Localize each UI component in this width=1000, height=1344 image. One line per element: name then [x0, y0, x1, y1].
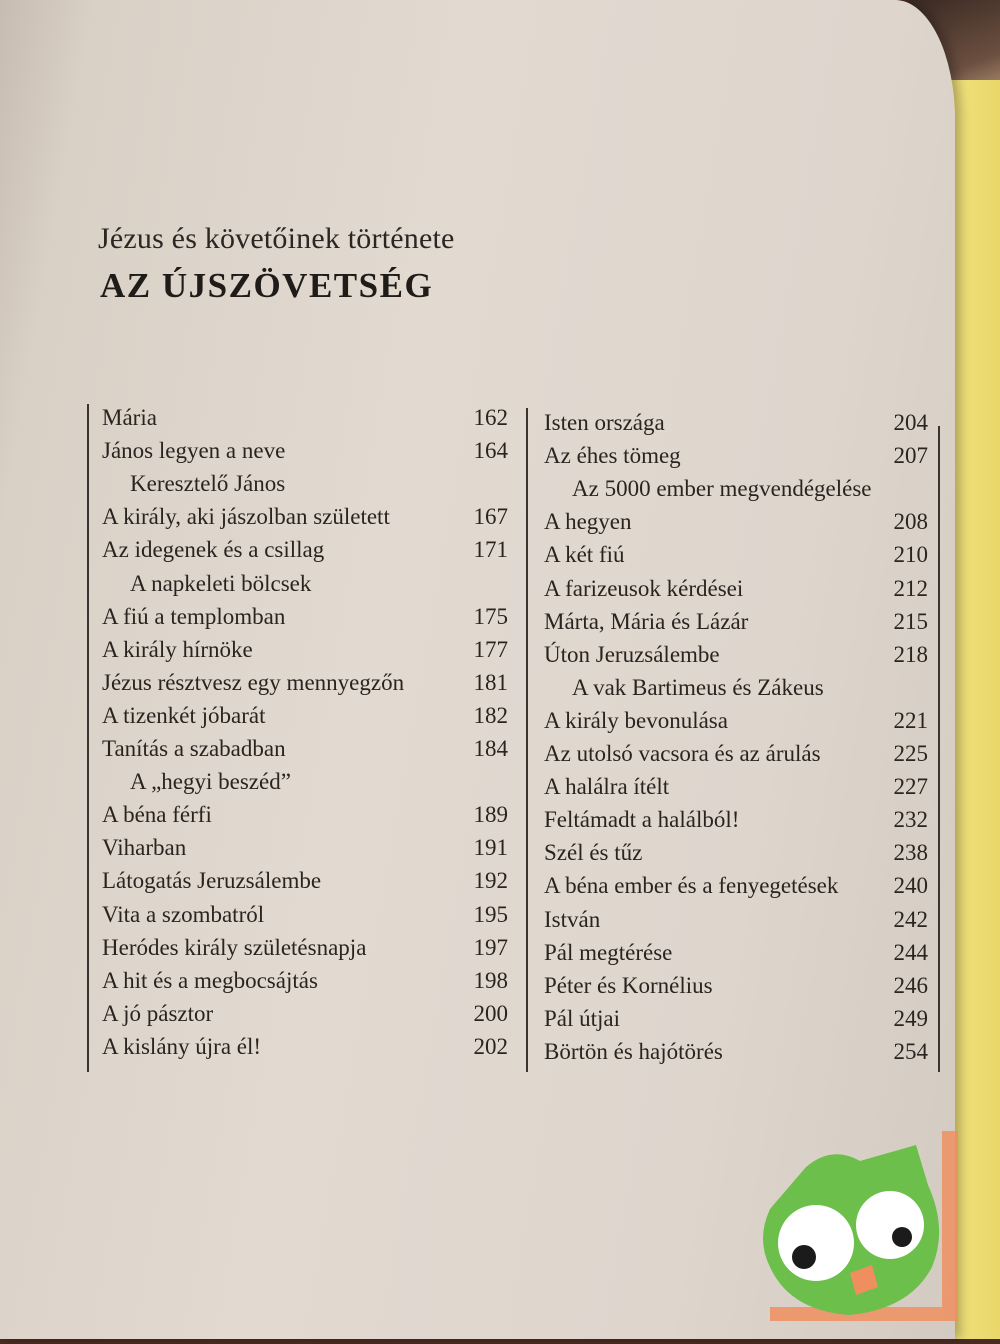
toc-entry-page-number: 162: [473, 405, 508, 430]
toc-entry-page-number: 212: [893, 575, 928, 601]
toc-entry-title: Az idegenek és a csillag: [102, 537, 325, 563]
toc-entry-title: Az éhes tömeg: [544, 443, 681, 469]
toc-entry-title: A „hegyi beszéd”: [130, 769, 291, 795]
toc-entry-title: A hegyen: [544, 509, 632, 535]
toc-entry-page-number: 225: [893, 741, 928, 766]
toc-entry-page-number: 254: [893, 1038, 928, 1064]
toc-entry-title: Jézus résztvesz egy mennyegzőn: [102, 669, 405, 695]
toc-entry-title: Péter és Kornélius: [544, 972, 713, 998]
toc-entry-title: István: [544, 906, 601, 932]
toc-entry-title: A vak Bartimeus és Zákeus: [572, 674, 824, 700]
toc-entry-page-number: 182: [473, 702, 508, 728]
toc-entry-title: Viharban: [102, 835, 187, 861]
toc-entry-page-number: 164: [473, 438, 508, 464]
toc-entry-title: Pál megtérése: [544, 939, 673, 965]
toc-entry-title: A fiú a templomban: [102, 603, 286, 629]
toc-entry-title: A király bevonulása: [544, 707, 728, 733]
toc-entry-title: A jó pásztor: [102, 1000, 214, 1026]
toc-entry-title: Úton Jeruzsálembe: [544, 641, 720, 667]
toc-entry-title: Isten országa: [544, 410, 665, 435]
toc-entry-page-number: 181: [473, 669, 508, 695]
toc-entry-page-number: 242: [893, 906, 928, 932]
left-column-rule: [87, 404, 89, 1072]
toc-entry-page-number: 215: [893, 608, 928, 634]
toc-entry-title: Az utolsó vacsora és az árulás: [544, 741, 821, 766]
page-subtitle: Jézus és követőinek története: [98, 222, 455, 255]
toc-entry-page-number: 202: [473, 1033, 508, 1059]
toc-entry-title: A napkeleti bölcsek: [130, 570, 312, 596]
toc-entry-title: A kislány újra él!: [102, 1033, 262, 1059]
toc-entry-title: Látogatás Jeruzsálembe: [102, 868, 322, 894]
toc-entry-title: A két fiú: [544, 542, 625, 568]
toc-entry-page-number: 221: [893, 707, 928, 733]
toc-entry-title: A halálra ítélt: [544, 774, 670, 800]
owl-logo-icon: [710, 1059, 970, 1339]
toc-entry-page-number: 207: [893, 443, 928, 469]
toc-entry-page-number: 200: [473, 1000, 508, 1026]
toc-entry-page-number: 189: [473, 802, 508, 828]
middle-column-rule: [526, 408, 528, 1072]
toc-entry-title: Szél és tűz: [544, 840, 643, 866]
toc-entry-page-number: 238: [893, 840, 928, 866]
toc-entry-title: A király hírnöke: [102, 636, 253, 662]
toc-entry-page-number: 195: [473, 901, 508, 927]
toc-entry-title: Keresztelő János: [130, 471, 286, 497]
toc-entry-title: A farizeusok kérdései: [544, 575, 744, 601]
toc-entry-page-number: 191: [473, 835, 508, 861]
toc-entry-page-number: 246: [893, 972, 928, 998]
toc-entry-page-number: 177: [473, 636, 508, 662]
toc-entry-title: Feltámadt a halálból!: [544, 807, 740, 833]
toc-entry-page-number: 232: [893, 807, 928, 833]
toc-entry-title: A király, aki jászolban született: [102, 504, 390, 530]
toc-entry-page-number: 244: [893, 939, 928, 965]
toc-entry-title: A béna férfi: [102, 802, 212, 828]
toc-entry-page-number: 204: [893, 410, 928, 435]
toc-entry-page-number: 218: [893, 641, 928, 667]
toc-entry-page-number: 240: [893, 873, 928, 899]
toc-entry-page-number: 197: [473, 934, 508, 960]
toc-entry-title: Vita a szombatról: [102, 901, 265, 927]
toc-entry-page-number: 210: [893, 542, 928, 568]
toc-entry-title: Márta, Mária és Lázár: [544, 608, 749, 634]
toc-entry-page-number: 192: [473, 868, 508, 894]
toc-entry-title: A hit és a megbocsájtás: [102, 967, 318, 993]
toc-entry-page-number: 167: [473, 504, 508, 530]
toc-entry-title: Börtön és hajótörés: [544, 1038, 723, 1064]
toc-entry-page-number: 198: [473, 967, 508, 993]
page-title: AZ ÚJSZÖVETSÉG: [100, 266, 434, 305]
toc-entry-page-number: 208: [893, 509, 928, 535]
toc-entry-page-number: 249: [893, 1005, 928, 1031]
toc-entry-page-number: 184: [473, 736, 508, 761]
toc-entry-page-number: 171: [473, 537, 508, 563]
toc-entry-title: A béna ember és a fenyegetések: [544, 873, 839, 899]
toc-entry-title: A tizenkét jóbarát: [102, 702, 266, 728]
toc-entry-title: János legyen a neve: [102, 438, 286, 464]
toc-entry-title: Mária: [102, 405, 157, 430]
right-column-rule: [938, 426, 940, 1072]
toc-entry-title: Pál útjai: [544, 1005, 621, 1031]
toc-entry-page-number: 227: [893, 774, 928, 800]
toc-entry-page-number: 175: [473, 603, 508, 629]
toc-entry-title: Az 5000 ember megvendégelése: [572, 476, 872, 502]
toc-entry-title: Heródes király születésnapja: [102, 934, 367, 960]
toc-entry-title: Tanítás a szabadban: [102, 736, 286, 761]
